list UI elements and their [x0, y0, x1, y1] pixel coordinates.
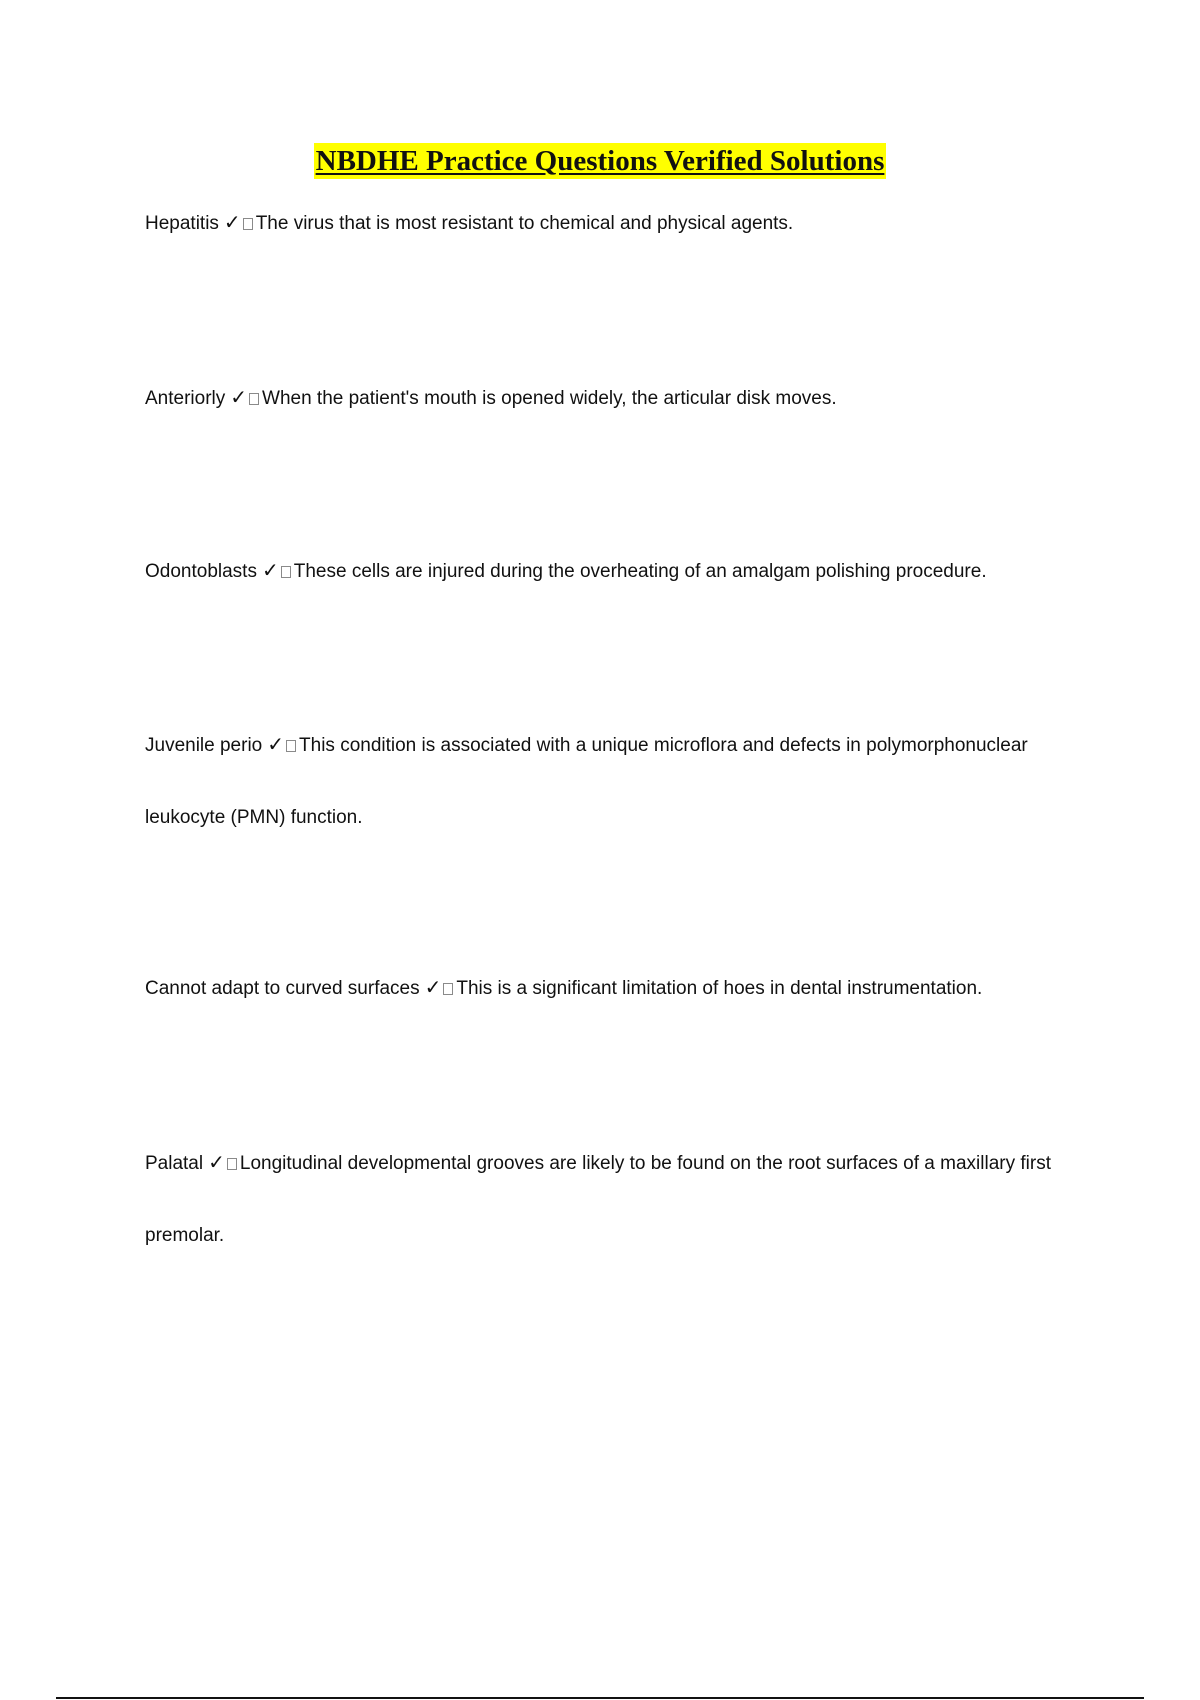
check-mark-icon: ✓: [208, 1150, 225, 1174]
answer-term: Odontoblasts: [145, 561, 257, 582]
qa-entry: [145, 1126, 1085, 1272]
question-text: When the patient's mouth is opened widely, the articular disk moves.: [262, 388, 837, 409]
answer-term: Juvenile perio: [145, 735, 263, 756]
document-title: NBDHE Practice Questions Verified Solutions: [315, 145, 885, 177]
question-text: These cells are injured during the overheating of an amalgam polishing procedure.: [293, 561, 987, 582]
check-mark-icon: ✓: [261, 558, 279, 582]
bottom-divider: [56, 1697, 1144, 1699]
empty-box-icon: [243, 218, 253, 230]
answer-term: Hepatitis: [145, 213, 219, 234]
answer-term: Palatal: [145, 1153, 204, 1174]
qa-entry: [145, 361, 1085, 435]
empty-box-icon: [227, 1158, 237, 1170]
qa-entry: [145, 951, 1085, 1025]
qa-entry: [145, 534, 1085, 608]
answer-term: Cannot adapt to curved surfaces: [145, 978, 420, 999]
empty-box-icon: [286, 740, 296, 752]
title-container: [0, 143, 1200, 179]
qa-entry: [145, 186, 1085, 260]
qa-entry: [145, 708, 1085, 854]
empty-box-icon: [443, 983, 453, 995]
check-mark-icon: ✓: [267, 732, 285, 756]
check-mark-icon: ✓: [230, 385, 248, 409]
empty-box-icon: [249, 393, 259, 405]
question-text: The virus that is most resistant to chemical and physical agents.: [255, 213, 794, 234]
check-mark-icon: ✓: [424, 975, 442, 999]
question-text: Longitudinal developmental grooves are likely to be found on the root surfaces of a maxillary first premolar.: [145, 1153, 1051, 1246]
empty-box-icon: [281, 566, 291, 578]
question-text: This condition is associated with a unique microflora and defects in polymorphonuclear leukocyte (PMN) function.: [145, 735, 1028, 828]
check-mark-icon: ✓: [223, 210, 241, 234]
answer-term: Anteriorly: [145, 388, 226, 409]
question-text: This is a significant limitation of hoes in dental instrumentation.: [456, 978, 983, 999]
